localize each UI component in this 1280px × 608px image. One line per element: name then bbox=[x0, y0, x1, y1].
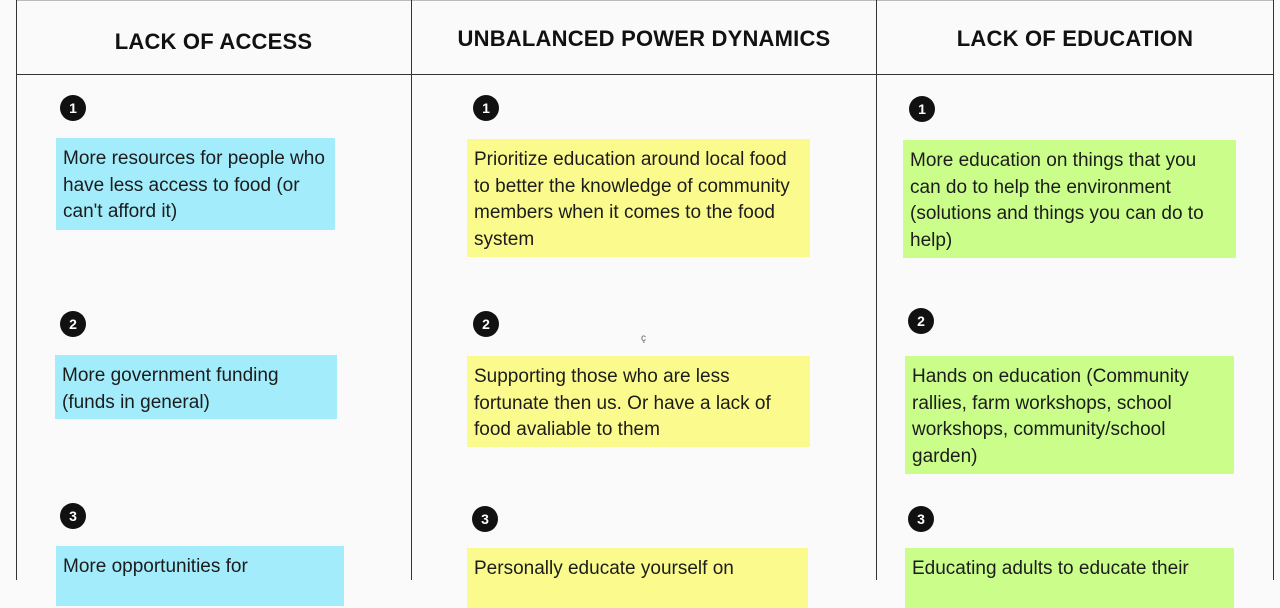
column-header-lack-of-education: LACK OF EDUCATION bbox=[956, 26, 1194, 51]
sticky-note[interactable]: Prioritize education around local food to better the knowledge of community members when it comes to the food system bbox=[467, 139, 810, 257]
board-top-border bbox=[16, 0, 1274, 1]
header-divider bbox=[16, 74, 1274, 75]
number-badge: 2 bbox=[60, 311, 86, 337]
sticky-note[interactable]: Personally educate yourself on bbox=[467, 548, 808, 608]
column-header-unbalanced-power-dynamics: UNBALANCED POWER DYNAMICS bbox=[457, 26, 831, 51]
number-badge: 3 bbox=[472, 506, 498, 532]
number-badge: 3 bbox=[908, 506, 934, 532]
sticky-note[interactable]: More resources for people who have less access to food (or can't afford it) bbox=[56, 138, 335, 230]
text-cursor-icon: ç bbox=[641, 333, 646, 344]
sticky-note[interactable]: More opportunities for bbox=[56, 546, 344, 606]
number-badge: 1 bbox=[473, 95, 499, 121]
column-divider-1 bbox=[411, 0, 412, 580]
number-badge: 3 bbox=[60, 503, 86, 529]
number-badge: 2 bbox=[473, 311, 499, 337]
column-border-right bbox=[1273, 0, 1274, 580]
sticky-note[interactable]: More government funding (funds in general) bbox=[55, 355, 337, 419]
sticky-note[interactable]: Supporting those who are less fortunate then us. Or have a lack of food avaliable to them bbox=[467, 356, 810, 447]
number-badge: 1 bbox=[60, 95, 86, 121]
column-header-lack-of-access: LACK OF ACCESS bbox=[114, 29, 313, 54]
number-badge: 1 bbox=[909, 96, 935, 122]
sticky-note[interactable]: More education on things that you can do to help the environment (solutions and things you can do to help) bbox=[903, 140, 1236, 258]
sticky-note[interactable]: Hands on education (Community rallies, farm workshops, school workshops, community/school garden) bbox=[905, 356, 1234, 474]
number-badge: 2 bbox=[908, 308, 934, 334]
column-divider-2 bbox=[876, 0, 877, 580]
column-border-left bbox=[16, 0, 17, 580]
sticky-note[interactable]: Educating adults to educate their bbox=[905, 548, 1234, 608]
whiteboard bbox=[16, 0, 1274, 580]
